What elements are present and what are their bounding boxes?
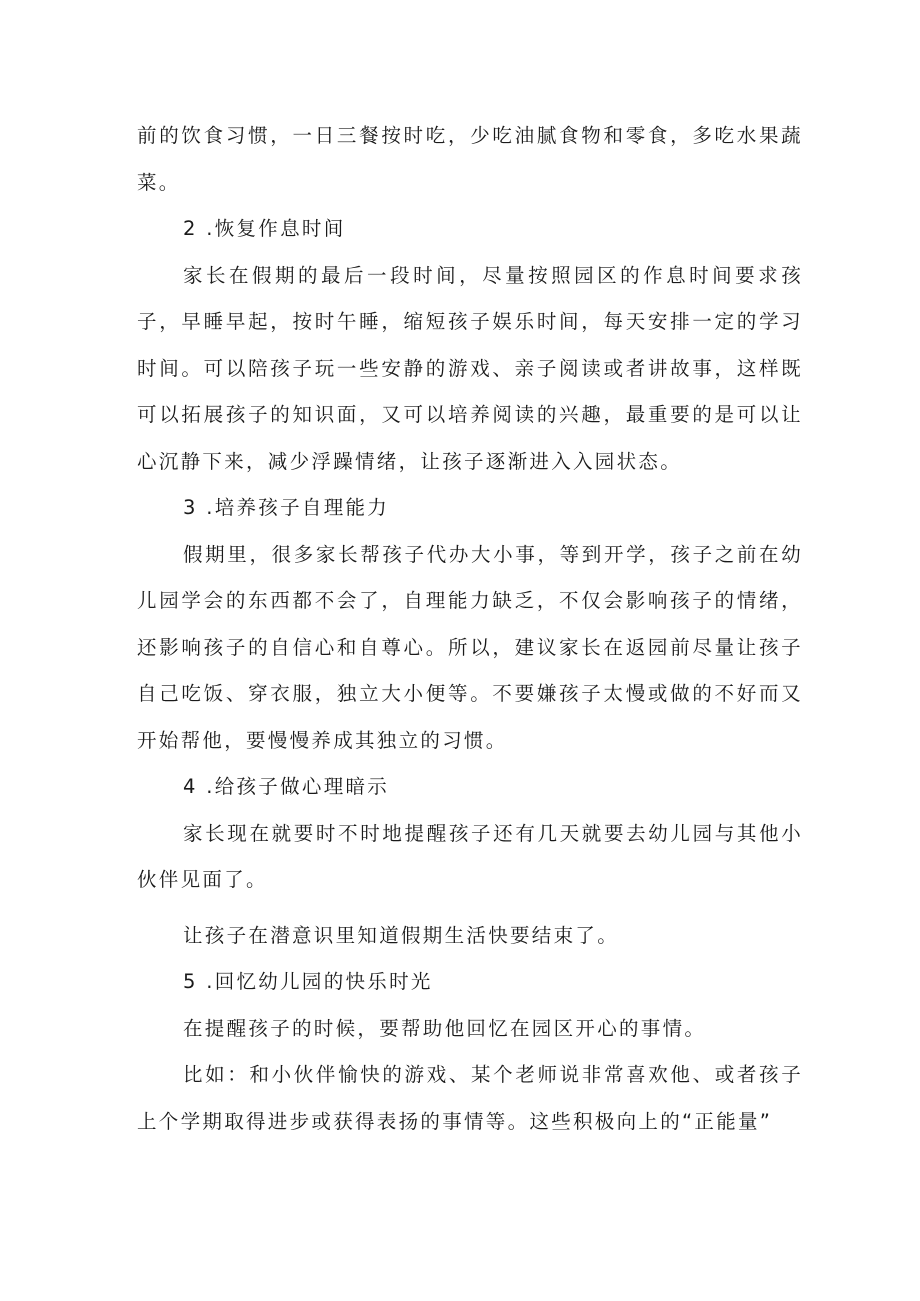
heading-restore-schedule: 2 .恢复作息时间 (183, 217, 346, 240)
paragraph-recall-happy: 在提醒孩子的时候，要帮助他回忆在园区开心的事情。 (183, 1016, 707, 1040)
paragraph-self-care: 假期里，很多家长帮孩子代办大小事，等到开学，孩子之前在幼儿园学会的东西都不会了，自理能力缺乏，不仅会影响孩子的情绪，还影响孩子的自信心和自尊心。所以，建议家长在返园前尽量让孩子自己吃饭、穿衣服，独立大小便等。不要嫌孩子太慢或做的不好而又开始帮他，要慢慢养成其独立的习惯。 (137, 542, 803, 752)
paragraph-subconscious: 让孩子在潜意识里知道假期生活快要结束了。 (183, 923, 620, 947)
paragraph-psychological-hint: 家长现在就要时不时地提醒孩子还有几天就要去幼儿园与其他小伙伴见面了。 (137, 821, 803, 891)
heading-self-care: 3 .培养孩子自理能力 (183, 496, 390, 519)
heading-psychological-hint: 4 .给孩子做心理暗示 (183, 775, 390, 798)
paragraph-diet-continued: 前的饮食习惯，一日三餐按时吃，少吃油腻食物和零食，多吃水果蔬菜。 (137, 124, 803, 194)
paragraph-examples: 比如：和小伙伴愉快的游戏、某个老师说非常喜欢他、或者孩子上个学期取得进步或获得表扬的事情等。这些积极向上的“正能量” (137, 1063, 803, 1133)
document-body (137, 113, 803, 1145)
paragraph-restore-schedule: 家长在假期的最后一段时间，尽量按照园区的作息时间要求孩子，早睡早起，按时午睡，缩短孩子娱乐时间，每天安排一定的学习时间。可以陪孩子玩一些安静的游戏、亲子阅读或者讲故事，这样既可以拓展孩子的知识面，又可以培养阅读的兴趣，最重要的是可以让心沉静下来，减少浮躁情绪，让孩子逐渐进入入园状态。 (137, 263, 803, 473)
heading-happy-memories: 5 .回忆幼儿园的快乐时光 (183, 970, 433, 993)
